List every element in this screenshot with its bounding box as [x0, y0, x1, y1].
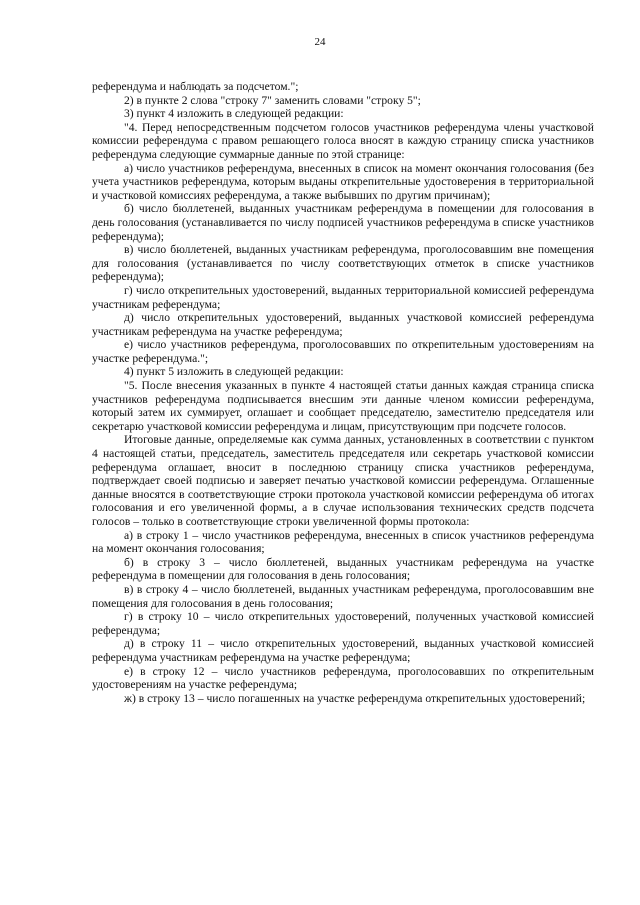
paragraph-17: г) в строку 10 – число открепительных удостоверений, полученных участковой комиссией референдума; [92, 610, 594, 637]
paragraph-8: г) число открепительных удостоверений, выданных территориальной комиссией референдума участникам референдума; [92, 283, 594, 311]
document-body [92, 80, 594, 705]
paragraph-6: б) число бюллетеней, выданных участникам референдума в помещении для голосования в день голосования (устанавливается по числу подписей участников референдума в списке участников референдума); [92, 202, 594, 243]
paragraph-15: б) в строку 3 – число бюллетеней, выданных участникам референдума на участке референдума в помещении для голосования в день голосования; [92, 555, 594, 583]
paragraph-16: в) в строку 4 – число бюллетеней, выданных участникам референдума, проголосовавшим вне помещения для голосования в день голосования; [92, 582, 594, 610]
paragraph-13: Итоговые данные, определяемые как сумма данных, установленных в соответствии с пунктом 4 настоящей статьи, председатель, заместитель председателя или секретарь участковой комиссии референдума оглашает, вносит в последнюю страницу списка участников референдума, подтверждает своей подписью и заверяет печатью участковой комиссии референдума. Оглашенные данные вносятся в соответствующие строки протокола участковой комиссии референдума об итогах голосования и его увеличенной формы, а в случае использования технических средств подсчета голосов – только в соответствующие строки увеличенной формы протокола: [92, 433, 594, 528]
paragraph-14: а) в строку 1 – число участников референдума, внесенных в список участников референдума на момент окончания голосования; [92, 528, 594, 556]
paragraph-2: 2) в пункте 2 слова "строку 7" заменить словами "строку 5"; [124, 93, 421, 107]
paragraph-12: "5. После внесения указанных в пункте 4 настоящей статьи данных каждая страница списка участников референдума подписывается внесшим эти данные членом комиссии референдума, который затем их суммирует, оглашает и сообщает председателю, заместителю председателя или секретарю участковой комиссии референдума и лицам, присутствующим при подсчете голосов. [92, 379, 594, 433]
paragraph-19: е) в строку 12 – число участников референдума, проголосовавших по открепительным удостоверениям на участке референдума; [92, 664, 594, 692]
paragraph-5: а) число участников референдума, внесенных в список на момент окончания голосования (без учета участников референдума, которым выданы открепительные удостоверения в территориальной и участковой комиссиях референдума, а также выбывших по другим причинам); [92, 161, 594, 202]
paragraph-4: "4. Перед непосредственным подсчетом голосов участников референдума члены участковой комиссии референдума с правом решающего голоса вносят в каждую страницу списка участников референдума следующие суммарные данные по этой странице: [92, 120, 594, 161]
paragraph-1: референдума и наблюдать за подсчетом."; [92, 80, 299, 93]
paragraph-20: ж) в строку 13 – число погашенных на участке референдума открепительных удостоверений; [124, 691, 586, 705]
paragraph-18: д) в строку 11 – число открепительных удостоверений, выданных участковой комиссией референдума участникам референдума на участке референдума; [92, 637, 594, 664]
paragraph-7: в) число бюллетеней, выданных участникам референдума, проголосовавшим вне помещения для голосования (устанавливается по числу соответствующих отметок в списке участников референдума); [92, 243, 594, 284]
paragraph-11: 4) пункт 5 изложить в следующей редакции: [124, 365, 344, 379]
paragraph-10: е) число участников референдума, проголосовавших по открепительным удостоверениям на участке референдума."; [92, 338, 594, 365]
paragraph-9: д) число открепительных удостоверений, выданных участковой комиссией референдума участникам референдума на участке референдума; [92, 311, 594, 338]
paragraph-3: 3) пункт 4 изложить в следующей редакции: [124, 107, 344, 121]
page-number: 24 [314, 36, 326, 48]
